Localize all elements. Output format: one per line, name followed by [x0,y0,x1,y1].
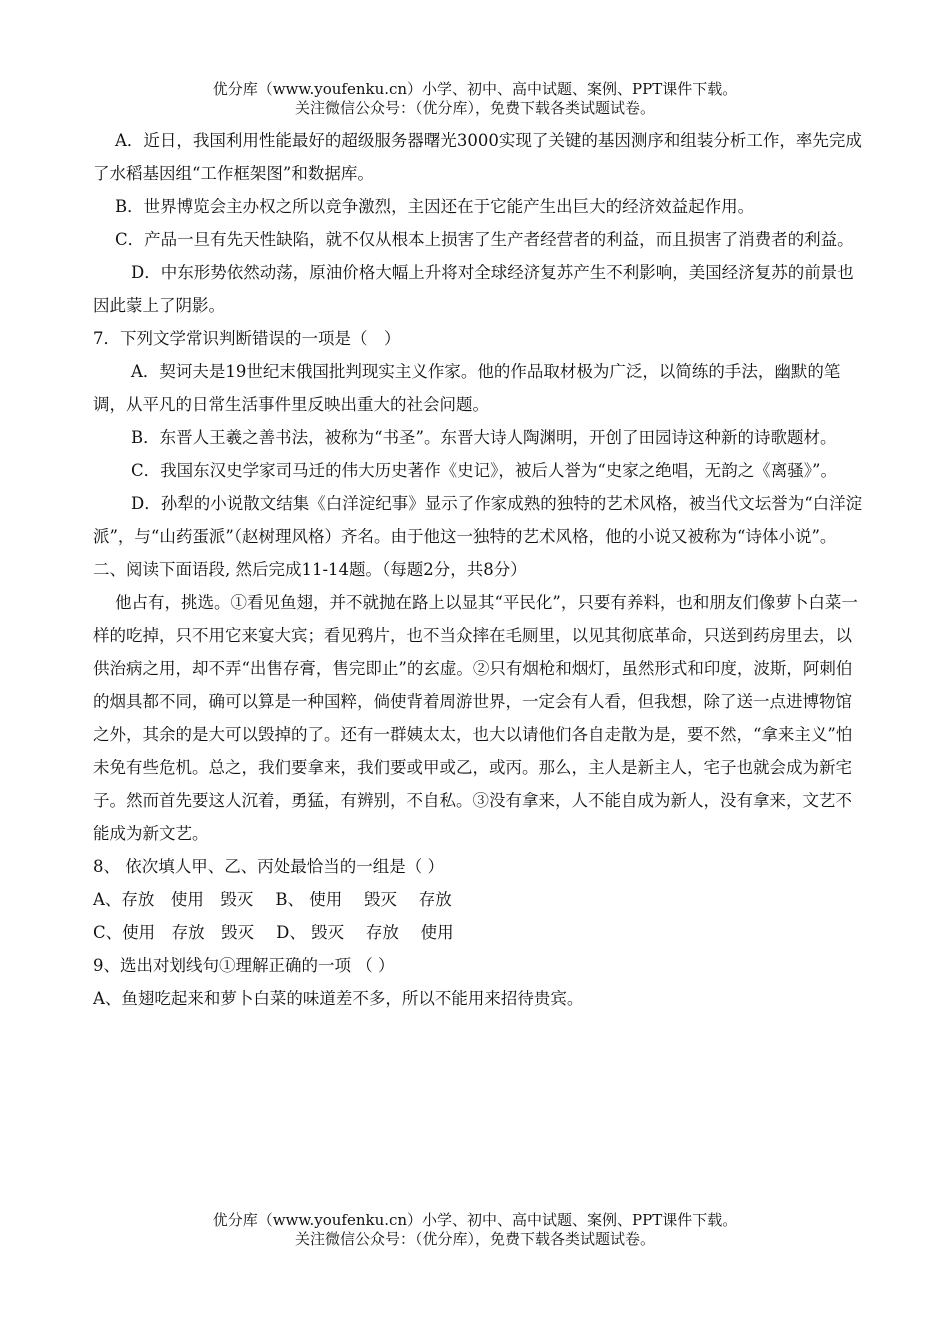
reading-passage: 他占有，挑选。①看见鱼翅，并不就抛在路上以显其“平民化”，只要有养料，也和朋友们像萝卜白菜一样的吃掉，只不用它来宴大宾；看见鸦片，也不当众摔在毛厕里，以见其彻底革命，只送到药房里去，以供治病之用，却不弄“出售存膏，售完即止”的玄虚。②只有烟枪和烟灯，虽然形式和印度，波斯，阿刺伯的烟具都不同，确可以算是一种国粹，倘使背着周游世界，一定会有人看，但我想，除了送一点进博物馆之外，其余的是大可以毁掉的了。还有一群姨太太，也大以请他们各自走散为是，要不然，“拿来主义”怕未免有些危机。总之，我们要拿来，我们要或甲或乙，或丙。那么，主人是新主人，宅子也就会成为新宅子。然而首先要这人沉着，勇猛，有辨别，不自私。③没有拿来，人不能自成为新人，没有拿来，文艺不能成为新文艺。 [93,593,858,843]
header-line-1: 优分库（www.youfenku.cn）小学、初中、高中试题、案例、PPT课件下载。 [212,80,738,98]
q9-stem: 9、选出对划线句①理解正确的一项 （ ） [93,956,395,975]
q6-option-d: D．中东形势依然动荡，原油价格大幅上升将对全球经济复苏产生不利影响，美国经济复苏的前景也因此蒙上了阴影。 [93,263,854,315]
q6-option-c: C．产品一旦有先天性缺陷，就不仅从根本上损害了生产者经营者的利益，而且损害了消费者的利益。 [115,230,854,249]
q8-option-a: A、存放 使用 毁灭 [93,890,254,909]
header-line-2: 关注微信公众号：（优分库），免费下载各类试题试卷。 [294,99,655,117]
page-header [0,80,950,118]
footer-line-1: 优分库（www.youfenku.cn）小学、初中、高中试题、案例、PPT课件下载。 [212,1211,738,1229]
q8-options-row-2 [93,916,863,949]
section-2-heading: 二、阅读下面语段, 然后完成11-14题。（每题2分，共8分） [93,560,527,579]
q7-stem: 7．下列文学常识判断错误的一项是（ ） [93,329,401,348]
q6-option-a: A．近日，我国利用性能最好的超级服务器曙光3000实现了关键的基因测序和组装分析工作，率先完成了水稻基因组“工作框架图”和数据库。 [93,131,862,183]
q8-options-row-1 [93,883,863,916]
q7-option-d: D．孙犁的小说散文结集《白洋淀纪事》显示了作家成熟的独特的艺术风格，被当代文坛誉为“白洋淀派”，与“山药蛋派”（赵树理风格）齐名。由于他这一独特的艺术风格，他的小说又被称为“诗体小说”。 [93,494,863,546]
q8-option-b: B、 使用 毁灭 存放 [275,890,452,909]
q6-option-b: B．世界博览会主办权之所以竞争激烈，主因还在于它能产生出巨大的经济效益起作用。 [115,197,755,216]
q8-option-c: C、使用 存放 毁灭 [93,923,255,942]
q9-option-a: A、鱼翅吃起来和萝卜白菜的味道差不多，所以不能用来招待贵宾。 [93,989,584,1008]
q7-option-b: B．东晋人王羲之善书法，被称为“书圣”。东晋大诗人陶渊明，开创了田园诗这种新的诗歌题材。 [131,428,837,447]
q7-option-c: C．我国东汉史学家司马迁的伟大历史著作《史记》，被后人誉为“史家之绝唱，无韵之《离骚》”。 [131,461,837,480]
document-body [93,124,863,1015]
page-footer [0,1211,950,1249]
footer-line-2: 关注微信公众号：（优分库），免费下载各类试题试卷。 [294,1230,655,1248]
q7-option-a: A．契诃夫是19世纪末俄国批判现实主义作家。他的作品取材极为广泛，以简练的手法，幽默的笔调，从平凡的日常生活事件里反映出重大的社会问题。 [93,362,841,414]
q8-option-d: D、 毁灭 存放 使用 [276,923,454,942]
q8-stem: 8、 依次填人甲、乙、丙处最恰当的一组是（ ） [93,857,444,876]
